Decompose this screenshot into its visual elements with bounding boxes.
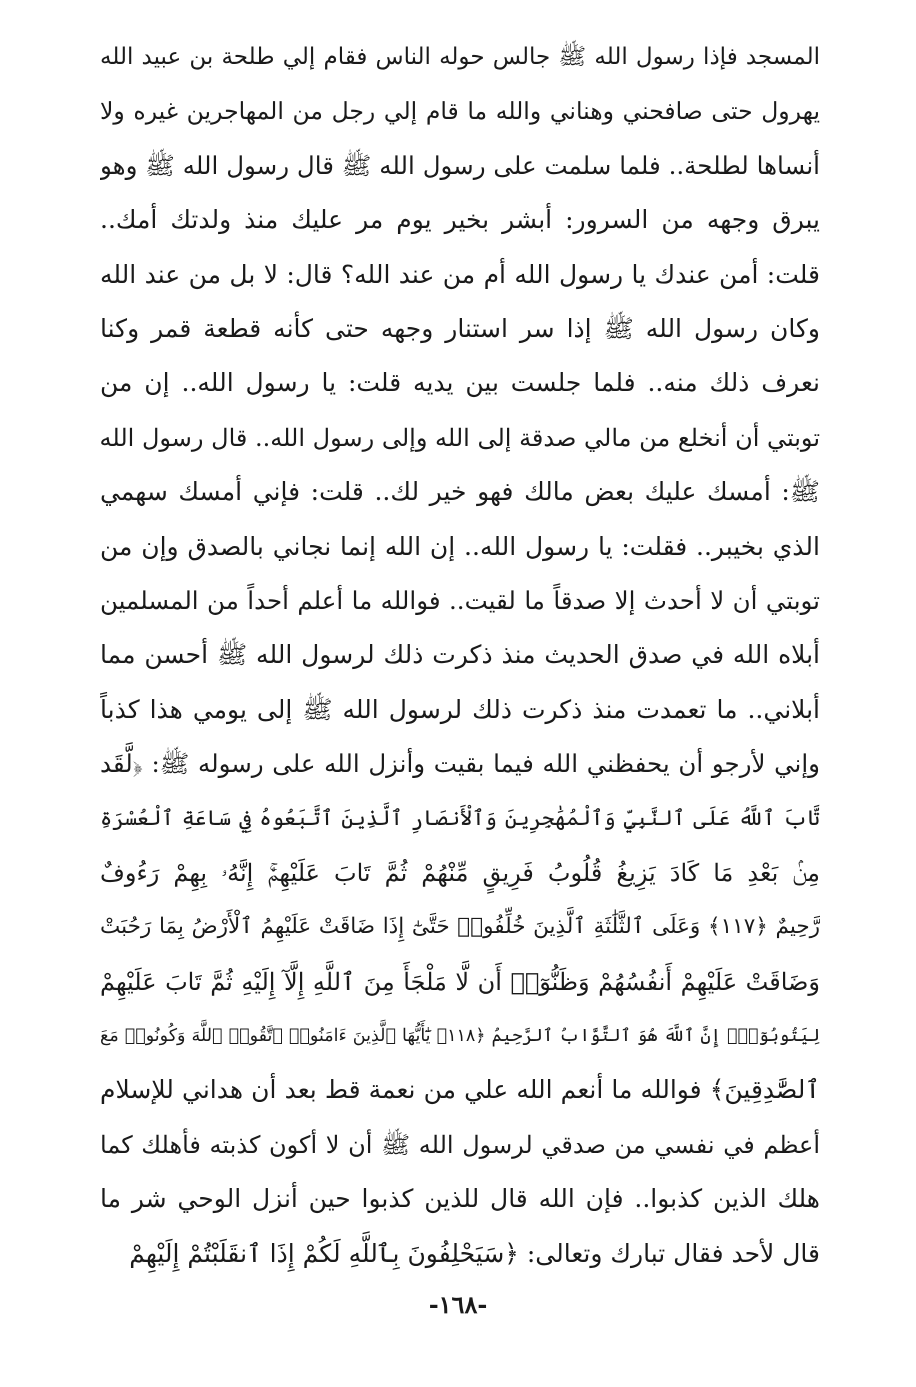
text-line: يهرول حتى صافحني وهناني والله ما قام إلي رجل من المهاجرين غيره ولا (100, 97, 820, 126)
quran-verse-line: لِيَتُوبُوٓا۟ۚ إِنَّ ٱللَّهَ هُوَ ٱلتَّوَّابُ ٱلرَّحِيمُ ﴿١١٨﴾ يَٰٓأَيُّهَا ٱلَّذِينَ ءَامَنُوا۟ ٱتَّقُوا۟ ٱللَّهَ وَكُونُوا۟ مَعَ (100, 1026, 820, 1047)
text-line: المسجد فإذا رسول الله ﷺ جالس حوله الناس فقام إلي طلحة بن عبيد الله (100, 44, 820, 70)
text-line: نعرف ذلك منه.. فلما جلست بين يديه قلت: يا رسول الله.. إن من (100, 368, 820, 398)
body-text (100, 30, 820, 1281)
page-number: -١٦٨- (428, 1290, 488, 1319)
quran-verse-line: رَّحِيمٌ ﴿١١٧﴾ وَعَلَى ٱلثَّلَٰثَةِ ٱلَّذِينَ خُلِّفُوا۟ حَتَّىٰٓ إِذَا ضَاقَتْ عَلَيْهِمُ ٱلْأَرْضُ بِمَا رَحُبَتْ (100, 914, 820, 940)
text-line: أنساها لطلحة.. فلما سلمت على رسول الله ﷺ قال رسول الله ﷺ وهو (100, 150, 820, 180)
text-line: أبلاه الله في صدق الحديث منذ ذكرت ذلك لرسول الله ﷺ أحسن مما (100, 640, 820, 670)
text-line: وإني لأرجو أن يحفظني الله فيما بقيت وأنزل الله على رسوله ﷺ: ﴿لَّقَد (100, 749, 820, 779)
quran-verse-line: مِنۢ بَعْدِ مَا كَادَ يَزِيغُ قُلُوبُ فَرِيقٍ مِّنْهُمْ ثُمَّ تَابَ عَلَيْهِمْۚ إِنَّهُۥ بِهِمْ رَءُوفٌ (100, 858, 820, 887)
text-line: وكان رسول الله ﷺ إذا سر استنار وجهه حتى كأنه قطعة قمر وكنا (100, 313, 820, 343)
text-line: توبتي أن لا أحدث إلا صدقاً ما لقيت.. فوالله ما أعلم أحداً من المسلمين (100, 585, 820, 615)
text-line: هلك الذين كذبوا.. فإن الله قال للذين كذبوا حين أنزل الوحي شر ما (100, 1184, 820, 1214)
text-line: توبتي أن أنخلع من مالي صدقة إلى الله وإلى رسول الله.. قال رسول الله (100, 423, 820, 452)
text-line: ﷺ: أمسك عليك بعض مالك فهو خير لك.. قلت: فإني أمسك سهمي (100, 477, 820, 507)
text-line: أبلاني.. ما تعمدت منذ ذكرت ذلك لرسول الله ﷺ إلى يومي هذا كذباً (100, 694, 820, 724)
text-line: أعظم في نفسي من صدقي لرسول الله ﷺ أن لا أكون كذبته فأهلك كما (100, 1130, 820, 1159)
text-line: ٱلصَّٰدِقِينَ﴾ فوالله ما أنعم الله علي من نعمة قط بعد أن هداني للإسلام (100, 1075, 820, 1105)
text-line: الذي بخيبر.. فقلت: يا رسول الله.. إن الله إنما نجاني بالصدق وإن من (100, 531, 820, 561)
quran-verse-line: وَضَاقَتْ عَلَيْهِمْ أَنفُسُهُمْ وَظَنُّوٓا۟ أَن لَّا مَلْجَأَ مِنَ ٱللَّهِ إِلَّآ إِلَيْهِ ثُمَّ تَابَ عَلَيْهِمْ (100, 967, 820, 996)
quran-verse-line: تَّابَ ٱللَّهُ عَلَى ٱلنَّبِيِّ وَٱلْمُهَٰجِرِينَ وَٱلْأَنصَارِ ٱلَّذِينَ ٱتَّبَعُوهُ فِي سَاعَةِ ٱلْعُسْرَةِ (100, 806, 820, 831)
text-line: يبرق وجهه من السرور: أبشر بخير يوم مر عليك منذ ولدتك أمك.. (100, 205, 820, 235)
text-line: قلت: أمن عندك يا رسول الله أم من عند الله؟ قال: لا بل من عند الله (100, 259, 820, 289)
text-line: قال لأحد فقال تبارك وتعالى: ﴿سَيَحْلِفُونَ بِٱللَّهِ لَكُمْ إِذَا ٱنقَلَبْتُمْ إِلَيْهِمْ (129, 1238, 820, 1268)
